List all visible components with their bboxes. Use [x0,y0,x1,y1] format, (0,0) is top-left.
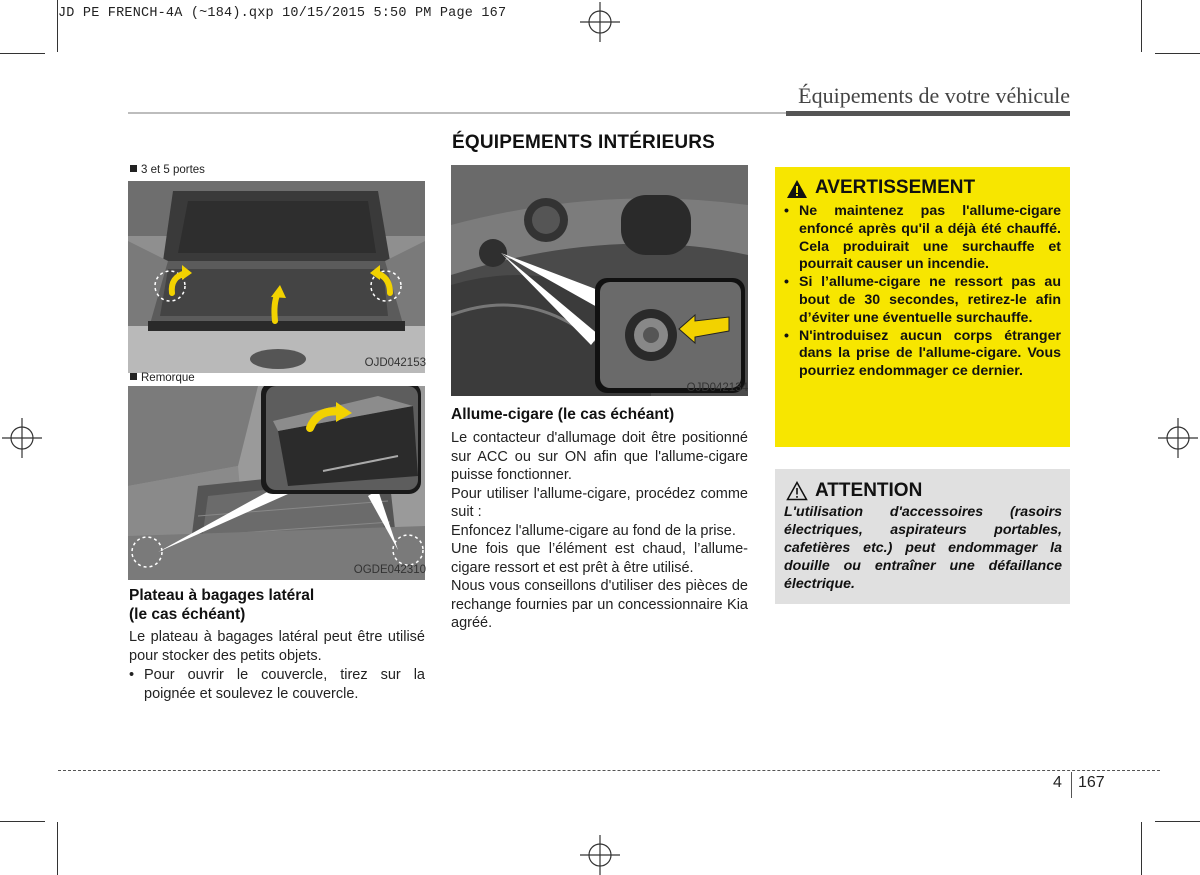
warning-item-2: • Si l’allume-cigare ne ressort pas au bout de 30 secondes, retirez-le afin d’éviter une éventuelle surchauffe. [784,274,1061,327]
lighter-paragraph-5: Nous vous conseillons d'utiliser des pièces de rechange fournies par un concessionnaire Kia agréé. [451,578,748,631]
warning-item-3: • N'introduisez aucun corps étranger dans la prise de l'allume-cigare. Vous pourriez endommager ce dernier. [784,328,1061,381]
square-bullet-icon [130,165,137,172]
lighter-paragraph-4: Une fois que l’élément est chaud, l’allume-cigare ressort et est prêt à être utilisé. [451,541,748,576]
trunk-photo [128,181,425,373]
tray-heading-line1: Plateau à bagages latéral [129,587,315,604]
tray-heading [129,586,429,624]
warning-item-1: • Ne maintenez pas l'allume-cigare enfoncé après qu'il a déjà été chauffé. Cela produirait une surchauffe et pourrait causer un incendie. [784,203,1061,274]
tray-bullet: • Pour ouvrir le couvercle, tirez sur la poignée et soulevez le couvercle. [129,666,425,703]
warning-list [784,203,1061,381]
registration-mark-top-icon [580,2,620,42]
figure2-code: OGDE042310 [353,564,426,576]
lighter-paragraph-2: Pour utiliser l'allume-cigare, procédez comme suit : [451,485,748,520]
header-rule-accent [786,111,1070,116]
square-bullet-icon [130,373,137,380]
footer-rule [58,770,1160,771]
page-number: 167 [1078,774,1105,791]
section-title: ÉQUIPEMENTS INTÉRIEURS [452,132,716,153]
figure2-tag-label: Remorque [141,372,195,384]
lighter-paragraph-1: Le contacteur d'allumage doit être positionné sur ACC ou sur ON afin que l'allume-cigare puisse fonctionner. [451,430,748,483]
chapter-number: 4 [1053,774,1062,791]
cigar-lighter-photo [451,165,748,396]
figure1-code: OJD042153 [364,357,426,369]
chapter-title: Équipements de votre véhicule [798,83,1070,108]
figure1-tag [130,164,205,176]
figure2-tag [130,372,195,384]
warning-triangle-icon [786,179,808,199]
tray-heading-line2: (le cas échéant) [129,606,246,623]
registration-mark-right-icon [1158,418,1198,458]
side-tray-photo [128,386,425,580]
figure3-code: OJD042134 [686,382,748,394]
tray-paragraph: Le plateau à bagages latéral peut être utilisé pour stocker des petits objets. [129,629,425,664]
attention-text: L'utilisation d'accessoires (rasoirs électriques, aspirateurs portables, cafetières etc.) peut endommager la douille ou entraîner une défaillance électrique. [784,504,1062,592]
page-number-separator [1071,772,1072,798]
registration-mark-left-icon [2,418,42,458]
lighter-paragraph-3: Enfoncez l'allume-cigare au fond de la prise. [451,522,736,539]
registration-mark-bottom-icon [580,835,620,875]
figure1-tag-label: 3 et 5 portes [141,164,205,176]
attention-title: ATTENTION [815,480,923,501]
file-info-slug: JD PE FRENCH-4A (~184).qxp 10/15/2015 5:50 PM Page 167 [58,6,507,21]
caution-triangle-icon [786,481,808,501]
warning-title: AVERTISSEMENT [815,177,976,198]
lighter-heading: Allume-cigare (le cas échéant) [451,406,675,423]
lighter-text [451,429,748,633]
